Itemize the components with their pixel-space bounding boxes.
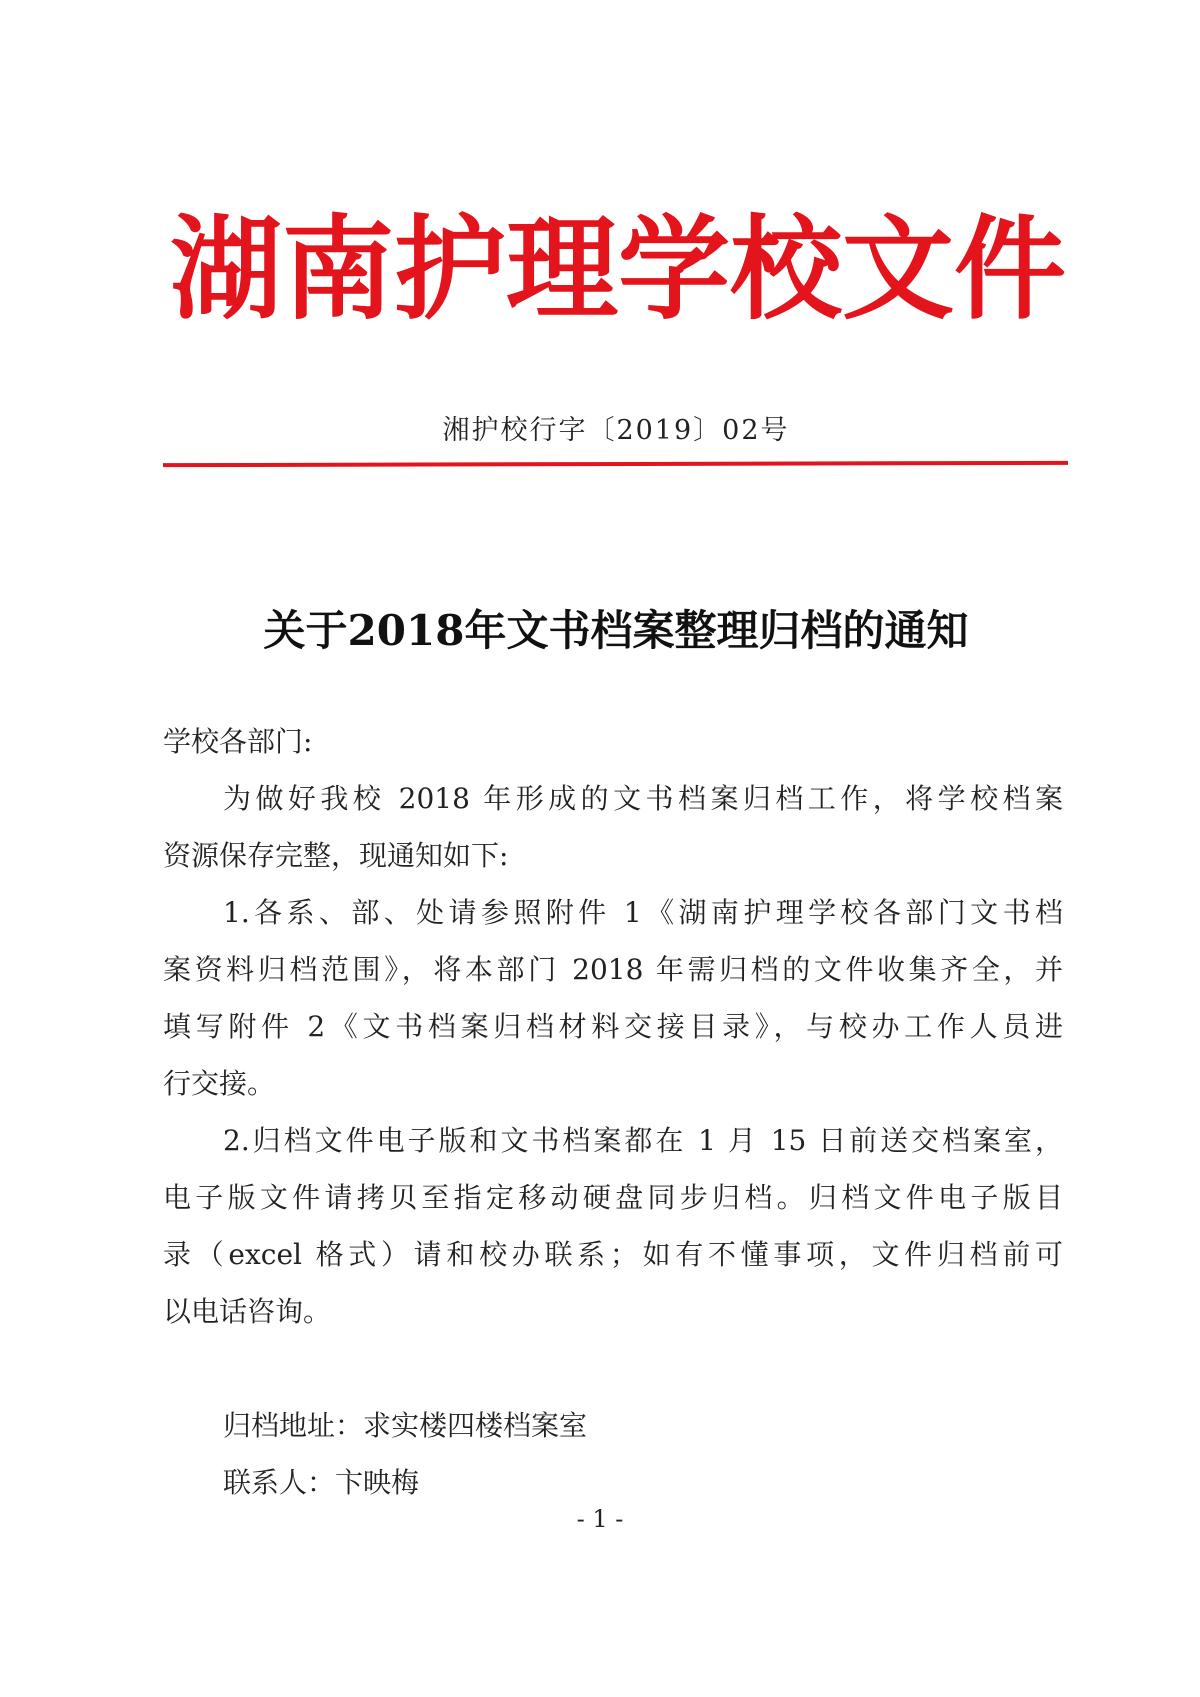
- body-line: 2.归档文件电子版和文书档案都在 1 月 15 日前送交档案室，: [223, 1124, 1063, 1157]
- body-line: 以电话咨询。: [163, 1295, 332, 1328]
- contact-person: 联系人：卞映梅: [223, 1466, 420, 1499]
- body-line: 录（excel 格式）请和校办联系；如有不懂事项，文件归档前可: [163, 1238, 1063, 1271]
- org-title-char: 理: [506, 204, 618, 335]
- archive-address: 归档地址：求实楼四楼档案室: [223, 1409, 588, 1442]
- body-line: 为做好我校 2018 年形成的文书档案归档工作，将学校档案: [223, 782, 1063, 815]
- document-number: 湘护校行字〔2019〕02号: [442, 415, 790, 446]
- org-title-char: 护: [394, 204, 506, 335]
- org-title-char: 校: [730, 204, 842, 335]
- org-title-char: 湖: [170, 204, 282, 335]
- org-title-char: 学: [618, 204, 730, 335]
- notice-title: 关于2018年文书档案整理归档的通知: [263, 606, 969, 655]
- org-title-char: 文: [842, 204, 954, 335]
- org-title-char: 南: [282, 204, 394, 335]
- body-line: 电子版文件请拷贝至指定移动硬盘同步归档。归档文件电子版目: [163, 1181, 1063, 1214]
- body-line: 行交接。: [163, 1067, 276, 1100]
- body-line: 资源保存完整，现通知如下:: [163, 839, 509, 872]
- page-number: - 1 -: [576, 1505, 624, 1533]
- body-line: 1.各系、部、处请参照附件 1《湖南护理学校各部门文书档: [223, 896, 1063, 929]
- salutation: 学校各部门:: [163, 725, 313, 758]
- issuing-organization-title: [170, 204, 1066, 335]
- body-line: 案资料归档范围》，将本部门 2018 年需归档的文件收集齐全，并: [163, 953, 1063, 986]
- body-line: 填写附件 2《文书档案归档材料交接目录》，与校办工作人员进: [163, 1010, 1063, 1043]
- red-divider-line: [163, 461, 1068, 467]
- org-title-char: 件: [954, 204, 1066, 335]
